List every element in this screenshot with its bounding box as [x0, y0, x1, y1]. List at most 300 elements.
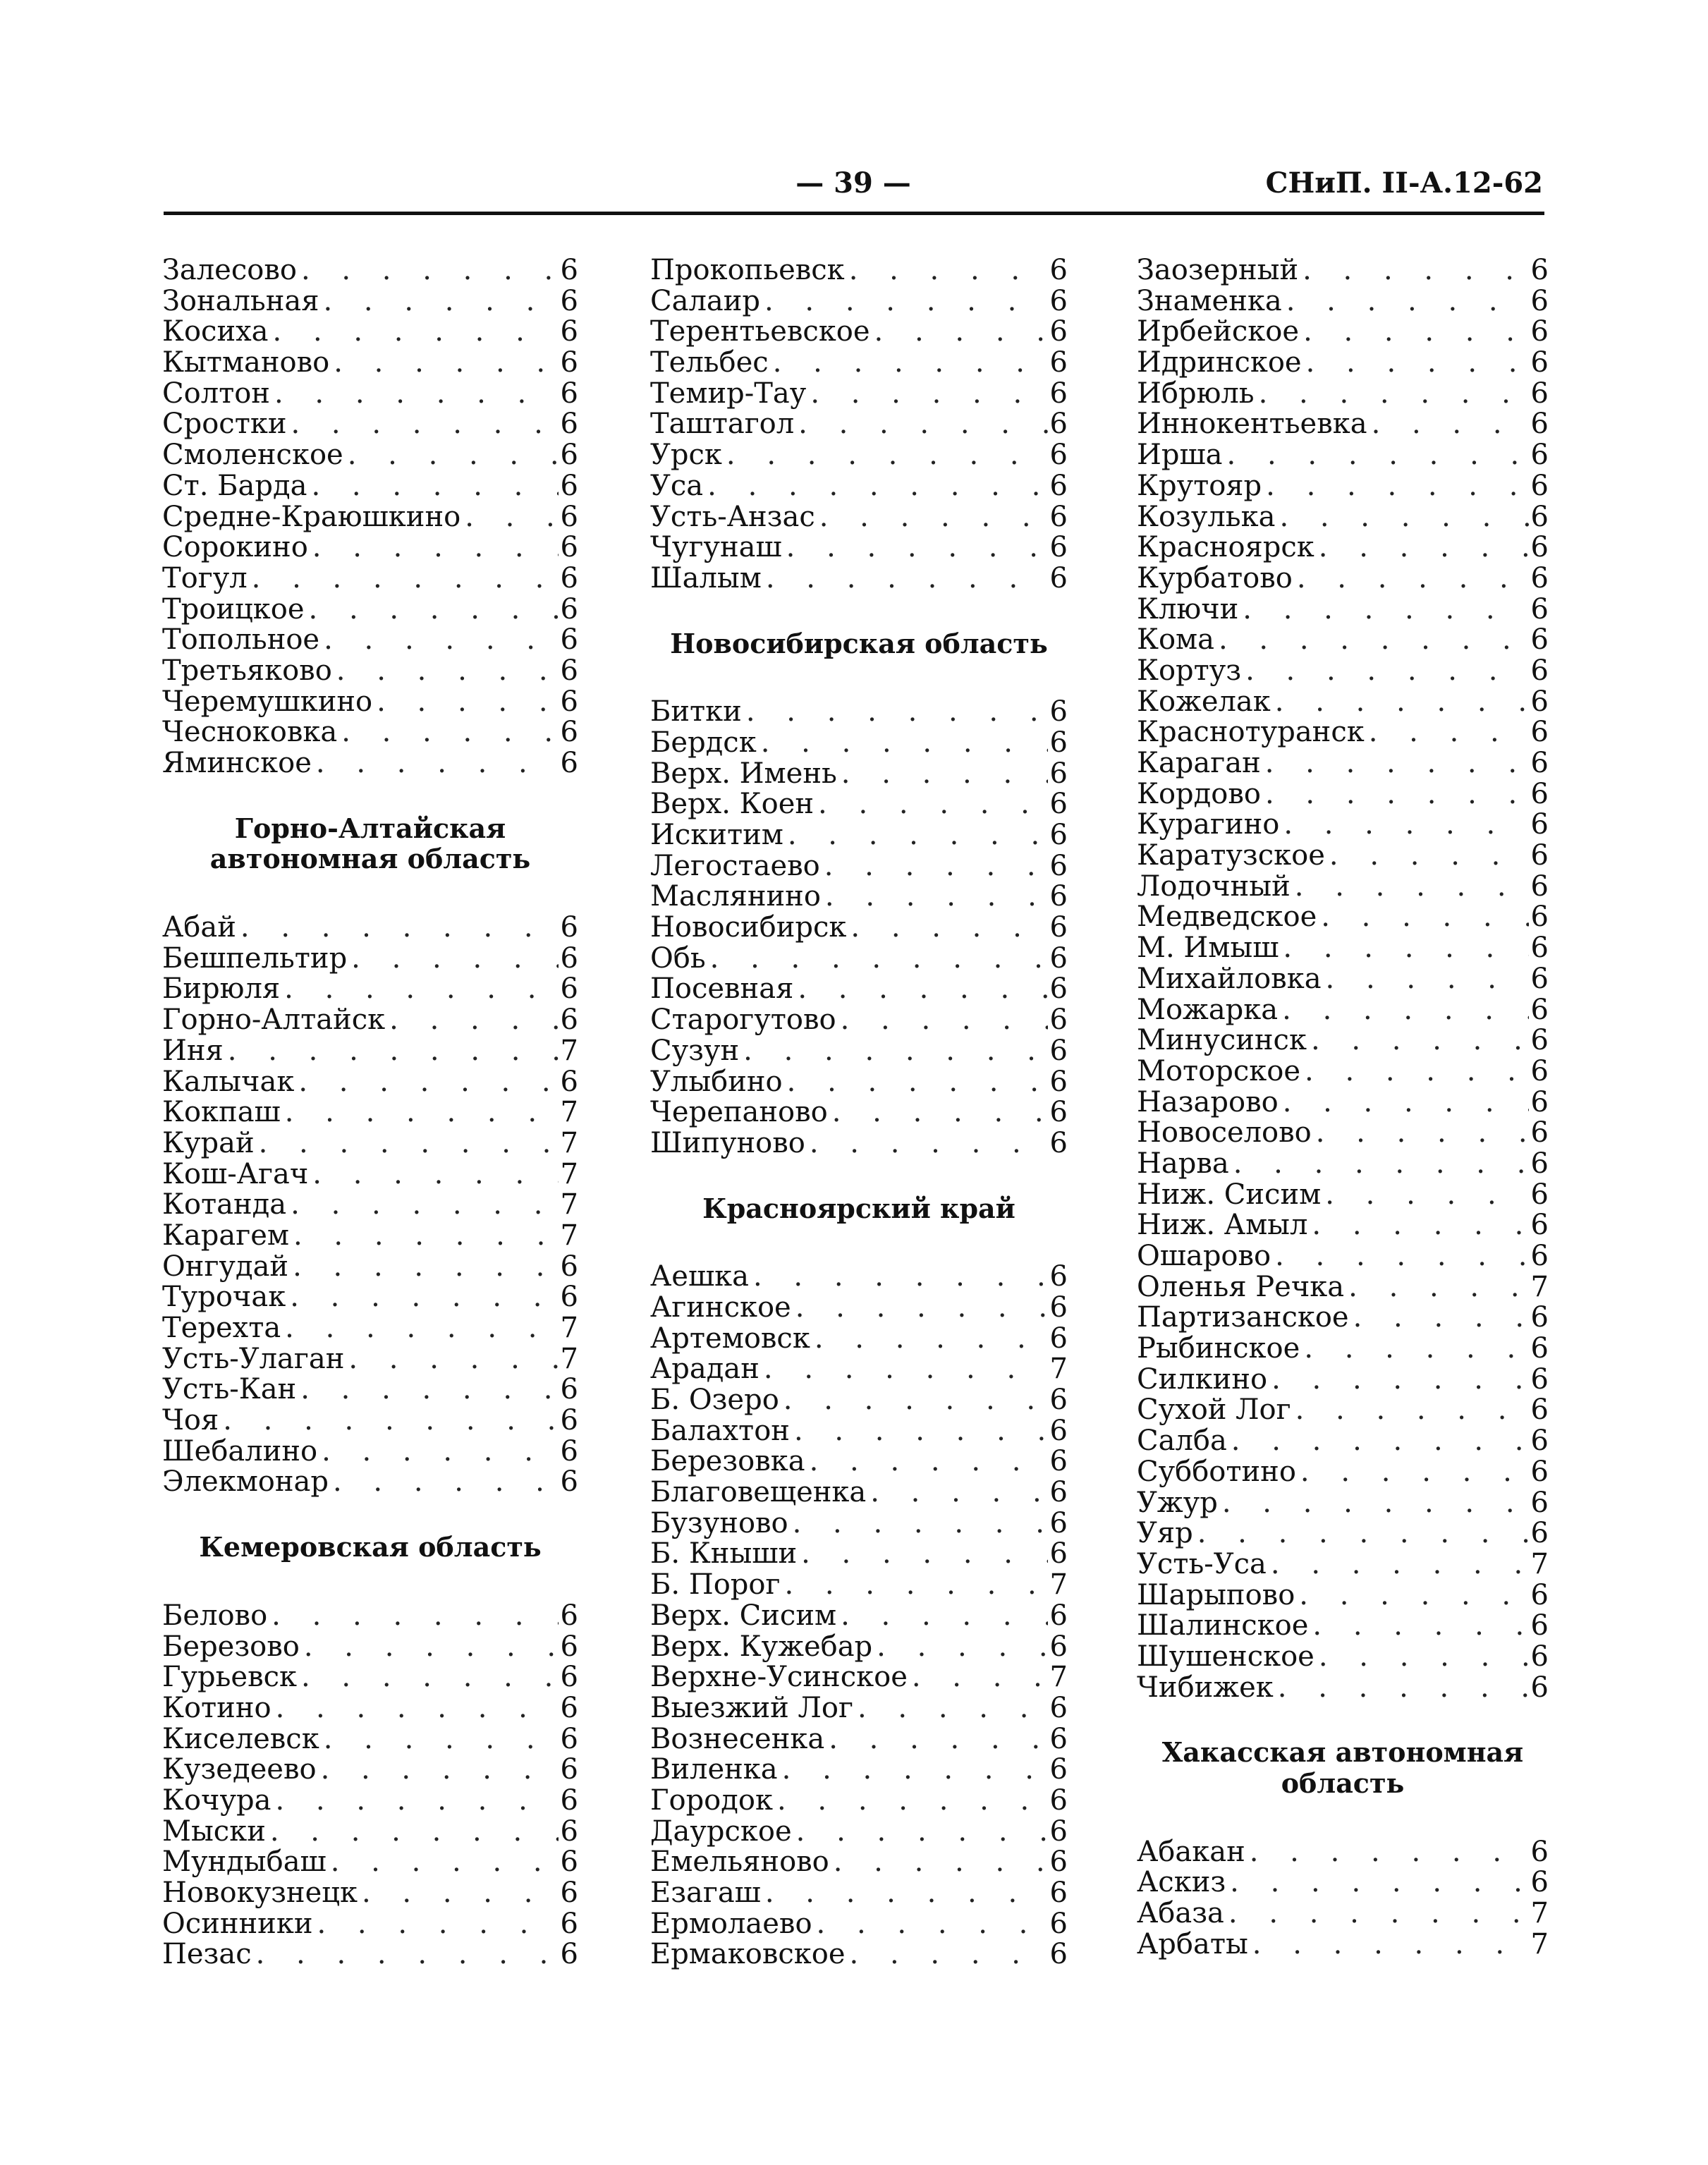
locality-name: Ужур: [1137, 1486, 1218, 1519]
section-heading-line: Кемеровская область: [199, 1531, 542, 1563]
list-item: [162, 941, 578, 975]
column-3: [1137, 255, 1549, 1960]
seismic-value: 6: [1049, 1630, 1068, 1663]
locality-name: Знаменка: [1137, 284, 1282, 317]
dot-leader: [1300, 1334, 1529, 1365]
locality-name: Новоселово: [1137, 1116, 1312, 1149]
locality-name: Обь: [650, 941, 706, 975]
seismic-value: 7: [560, 1126, 578, 1159]
locality-name: Урск: [650, 439, 722, 472]
seismic-value: 6: [1049, 1034, 1068, 1067]
dot-leader: [372, 687, 559, 718]
list-item: [650, 1128, 1068, 1159]
dot-leader: [1214, 625, 1529, 656]
list-item: [162, 255, 578, 286]
locality-name: Косиха: [162, 315, 269, 348]
page-number: — 39 —: [795, 166, 911, 200]
locality-name: Смоленское: [162, 439, 343, 472]
seismic-value: 6: [1049, 1938, 1068, 1971]
list-item: [1137, 717, 1549, 748]
dot-leader: [821, 882, 1048, 913]
dot-leader: [385, 1005, 559, 1036]
locality-name: Красноярск: [1137, 531, 1314, 564]
seismic-value: 6: [1049, 1753, 1068, 1786]
locality-name: Горно-Алтайск: [162, 1004, 386, 1037]
dot-leader: [319, 625, 559, 656]
dot-leader: [1226, 1867, 1529, 1898]
dot-leader: [845, 255, 1048, 286]
locality-name: Черепаново: [650, 1096, 828, 1129]
list-item: [1137, 872, 1549, 903]
dot-leader: [460, 502, 559, 533]
list-item: [1137, 748, 1549, 779]
locality-list: [650, 255, 1068, 594]
list-item: [1137, 1180, 1549, 1211]
list-item: [162, 1159, 578, 1190]
locality-name: Курбатово: [1137, 561, 1293, 594]
seismic-value: 6: [1530, 1178, 1549, 1211]
seismic-value: 6: [1530, 1301, 1549, 1334]
seismic-value: 6: [1530, 408, 1549, 441]
section-spacer: [162, 1498, 578, 1513]
locality-name: Березовка: [650, 1445, 805, 1478]
seismic-value: 6: [1049, 1537, 1068, 1571]
locality-name: Краснотуранск: [1137, 716, 1365, 749]
locality-name: Козулька: [1137, 500, 1276, 533]
seismic-value: 6: [1530, 716, 1549, 749]
locality-list: [162, 913, 578, 1498]
locality-name: М. Имыш: [1137, 932, 1279, 965]
dot-leader: [286, 1282, 559, 1313]
list-item: [162, 1005, 578, 1036]
dot-leader: [1262, 471, 1529, 502]
locality-name: Б. Озеро: [650, 1384, 779, 1417]
list-item: [162, 1662, 578, 1693]
seismic-value: 6: [1049, 408, 1068, 441]
list-item: [650, 1632, 1068, 1663]
dot-leader: [1282, 286, 1529, 317]
seismic-value: 6: [1049, 1065, 1068, 1098]
dot-leader: [317, 1437, 559, 1468]
dot-leader: [846, 913, 1048, 944]
seismic-value: 6: [1049, 1691, 1068, 1724]
seismic-value: 6: [1049, 561, 1068, 594]
list-item: [650, 317, 1068, 348]
locality-name: Троицкое: [162, 592, 305, 626]
seismic-value: 7: [560, 1034, 578, 1067]
seismic-value: 6: [560, 1630, 578, 1663]
list-item: [650, 471, 1068, 502]
seismic-value: 6: [1530, 1866, 1549, 1899]
list-item: [650, 348, 1068, 379]
list-item: [1137, 471, 1549, 502]
seismic-value: 6: [560, 254, 578, 286]
dot-leader: [280, 974, 559, 1005]
list-item: [162, 1313, 578, 1344]
dot-leader: [1238, 594, 1529, 626]
dot-leader: [703, 471, 1048, 502]
locality-name: Нарва: [1137, 1147, 1229, 1180]
section-heading-line: автономная область: [209, 843, 531, 875]
dot-leader: [790, 1416, 1048, 1447]
seismic-value: 6: [1530, 654, 1549, 687]
locality-name: Аскиз: [1137, 1866, 1226, 1899]
list-item: [1137, 656, 1549, 687]
dot-leader: [307, 471, 559, 502]
locality-name: Шалинское: [1137, 1609, 1309, 1642]
locality-name: Сузун: [650, 1034, 740, 1067]
list-item: [1137, 409, 1549, 440]
section-spacer: [650, 594, 1068, 610]
list-item: [650, 379, 1068, 410]
list-item: [162, 656, 578, 687]
dot-leader: [1349, 1303, 1529, 1334]
locality-name: Курай: [162, 1126, 255, 1159]
locality-name: Темир-Тау: [650, 377, 807, 410]
list-item: [162, 1282, 578, 1313]
list-item: [650, 1293, 1068, 1324]
dot-leader: [1223, 440, 1529, 471]
dot-leader: [294, 1067, 559, 1098]
dot-leader: [267, 1601, 559, 1632]
seismic-value: 6: [1049, 941, 1068, 975]
list-item: [162, 1036, 578, 1067]
dot-leader: [286, 1190, 559, 1221]
seismic-value: 6: [560, 1815, 578, 1848]
locality-name: Верх. Кужебар: [650, 1630, 873, 1663]
dot-leader: [749, 1262, 1048, 1293]
dot-leader: [1271, 687, 1529, 718]
list-item: [650, 440, 1068, 471]
seismic-value: 6: [1530, 1671, 1549, 1704]
list-item: [1137, 933, 1549, 964]
seismic-value: 6: [1530, 962, 1549, 995]
seismic-value: 6: [1530, 500, 1549, 533]
list-item: [1137, 1426, 1549, 1457]
locality-name: Лодочный: [1137, 870, 1291, 903]
seismic-value: 6: [1049, 254, 1068, 286]
seismic-value: 6: [560, 500, 578, 533]
dot-leader: [788, 1508, 1048, 1539]
dot-leader: [288, 1252, 559, 1283]
list-item: [162, 563, 578, 594]
dot-leader: [1312, 1118, 1529, 1149]
locality-name: Салаир: [650, 284, 760, 317]
dot-leader: [872, 1632, 1048, 1663]
seismic-value: 6: [1530, 1393, 1549, 1427]
list-item: [650, 1724, 1068, 1755]
seismic-value: 6: [1049, 1722, 1068, 1755]
list-item: [1137, 902, 1549, 933]
dot-leader: [1267, 1549, 1529, 1580]
locality-name: Черемушкино: [162, 685, 373, 718]
locality-name: Арадан: [650, 1353, 760, 1386]
list-item: [1137, 1549, 1549, 1580]
seismic-value: 6: [560, 747, 578, 779]
dot-leader: [1299, 317, 1529, 348]
locality-list: [162, 1601, 578, 1970]
dot-leader: [870, 317, 1048, 348]
list-item: [162, 1221, 578, 1252]
column-2: [650, 255, 1068, 1970]
seismic-value: 6: [560, 1404, 578, 1437]
seismic-value: 6: [1049, 377, 1068, 410]
locality-list: [1137, 255, 1549, 1703]
seismic-value: 6: [1049, 757, 1068, 790]
locality-name: Партизанское: [1137, 1301, 1349, 1334]
dot-leader: [1255, 379, 1529, 410]
list-item: [650, 1539, 1068, 1570]
locality-name: Ибрюль: [1137, 377, 1255, 410]
section-heading: [162, 813, 578, 874]
locality-name: Силкино: [1137, 1362, 1268, 1396]
list-item: [162, 1405, 578, 1437]
list-item: [1137, 1362, 1549, 1396]
list-item: [1137, 841, 1549, 872]
locality-name: Верх. Коен: [650, 788, 815, 821]
seismic-value: 6: [560, 439, 578, 472]
dot-leader: [1229, 1149, 1529, 1180]
dot-leader: [289, 1221, 559, 1252]
locality-name: Искитим: [650, 819, 783, 852]
list-item: [650, 502, 1068, 533]
seismic-value: 6: [1049, 1846, 1068, 1879]
dot-leader: [810, 1324, 1048, 1355]
seismic-value: 6: [560, 1281, 578, 1314]
section-spacer: [162, 779, 578, 795]
locality-name: Выезжий Лог: [650, 1691, 853, 1724]
locality-list: [650, 697, 1068, 1159]
dot-leader: [783, 820, 1048, 851]
dot-leader: [814, 789, 1048, 820]
list-item: [650, 759, 1068, 790]
column-1: [162, 255, 578, 1970]
locality-name: Благовещенка: [650, 1476, 867, 1509]
dot-leader: [343, 440, 559, 471]
dot-leader: [1279, 1087, 1529, 1118]
dot-leader: [347, 944, 559, 975]
list-item: [650, 1601, 1068, 1632]
dot-leader: [806, 379, 1048, 410]
locality-name: Виленка: [650, 1753, 778, 1786]
list-item: [650, 255, 1068, 286]
dot-leader: [300, 1632, 559, 1663]
seismic-value: 6: [1049, 1291, 1068, 1324]
list-item: [650, 1477, 1068, 1508]
locality-name: Кома: [1137, 623, 1214, 657]
dot-leader: [836, 1601, 1048, 1632]
locality-name: Салба: [1137, 1425, 1227, 1458]
seismic-value: 6: [560, 941, 578, 975]
list-item: [1137, 1210, 1549, 1241]
list-item: [1137, 1272, 1549, 1303]
dot-leader: [780, 1570, 1048, 1601]
dot-leader: [1291, 1395, 1529, 1426]
locality-name: Третьяково: [162, 654, 332, 687]
seismic-value: 6: [1049, 1126, 1068, 1159]
dot-leader: [269, 317, 559, 348]
locality-name: Минусинск: [1137, 1024, 1307, 1057]
locality-name: Шалым: [650, 561, 762, 594]
locality-name: Зональная: [162, 284, 319, 317]
locality-name: Ермолаево: [650, 1907, 812, 1940]
list-item: [650, 1005, 1068, 1036]
locality-name: Бешпельтир: [162, 941, 348, 975]
locality-name: Таштагол: [650, 408, 795, 441]
list-item: [162, 317, 578, 348]
seismic-value: 6: [1530, 439, 1549, 472]
dot-leader: [836, 1005, 1048, 1036]
locality-name: Идринское: [1137, 346, 1302, 379]
locality-name: Артемовск: [650, 1322, 810, 1355]
seismic-value: 6: [560, 654, 578, 687]
dot-leader: [286, 409, 559, 440]
locality-name: Усть-Улаган: [162, 1342, 345, 1375]
list-item: [650, 1878, 1068, 1909]
dot-leader: [739, 1036, 1048, 1067]
locality-name: Калычак: [162, 1065, 295, 1098]
locality-name: Терентьевское: [650, 315, 870, 348]
list-item: [650, 563, 1068, 594]
seismic-value: 6: [560, 1250, 578, 1283]
locality-name: Кокпаш: [162, 1096, 281, 1129]
list-item: [162, 1878, 578, 1909]
locality-name: Арбаты: [1137, 1927, 1248, 1960]
list-item: [650, 1755, 1068, 1786]
dot-leader: [1193, 1518, 1529, 1549]
seismic-value: 6: [560, 377, 578, 410]
list-item: [650, 1385, 1068, 1416]
dot-leader: [779, 1385, 1048, 1416]
dot-leader: [757, 728, 1048, 759]
dot-leader: [337, 717, 559, 748]
dot-leader: [236, 913, 559, 944]
list-item: [162, 1190, 578, 1221]
dot-leader: [722, 440, 1048, 471]
locality-name: Яминское: [162, 747, 312, 779]
seismic-value: 6: [1530, 747, 1549, 779]
locality-list: [650, 1262, 1068, 1970]
locality-name: Легостаево: [650, 849, 820, 882]
seismic-value: 6: [1049, 695, 1068, 728]
list-item: [1137, 1611, 1549, 1642]
list-item: [650, 1446, 1068, 1477]
locality-name: Даурское: [650, 1815, 792, 1848]
list-item: [650, 532, 1068, 563]
locality-name: Михайловка: [1137, 962, 1322, 995]
locality-name: Верх. Имень: [650, 757, 837, 790]
locality-name: Заозерный: [1137, 254, 1299, 286]
dot-leader: [762, 563, 1048, 594]
dot-leader: [829, 1847, 1048, 1878]
dot-leader: [224, 1036, 559, 1067]
seismic-value: 6: [560, 1691, 578, 1724]
locality-name: Каратузское: [1137, 839, 1325, 872]
seismic-value: 6: [1530, 1116, 1549, 1149]
locality-name: Сростки: [162, 408, 287, 441]
list-item: [1137, 1898, 1549, 1929]
locality-name: Ошарово: [1137, 1240, 1271, 1272]
seismic-value: 6: [560, 716, 578, 749]
list-item: [650, 1262, 1068, 1293]
seismic-value: 6: [1049, 726, 1068, 759]
list-item: [162, 502, 578, 533]
list-item: [162, 974, 578, 1005]
list-item: [650, 913, 1068, 944]
dot-leader: [761, 1878, 1048, 1909]
seismic-value: 6: [1049, 1260, 1068, 1293]
locality-name: Карагем: [162, 1219, 289, 1252]
list-item: [162, 1434, 578, 1468]
list-item: [650, 1662, 1068, 1693]
dot-leader: [329, 348, 559, 379]
list-item: [650, 820, 1068, 851]
seismic-value: 6: [1049, 880, 1068, 913]
dot-leader: [255, 1128, 559, 1159]
seismic-value: 6: [1530, 808, 1549, 841]
seismic-value: 6: [560, 531, 578, 564]
seismic-value: 6: [1049, 1004, 1068, 1037]
dot-leader: [1300, 1056, 1529, 1087]
seismic-value: 6: [1530, 993, 1549, 1026]
list-item: [1137, 1929, 1549, 1960]
dot-leader: [1241, 656, 1529, 687]
list-item: [1137, 317, 1549, 348]
list-item: [650, 974, 1068, 1005]
locality-name: Улыбино: [650, 1065, 783, 1098]
seismic-value: 6: [1049, 1322, 1068, 1355]
dot-leader: [824, 1724, 1048, 1755]
seismic-value: 6: [560, 1004, 578, 1037]
locality-name: Езагаш: [650, 1877, 761, 1910]
locality-name: Кытманово: [162, 346, 330, 379]
locality-name: Чесноковка: [162, 716, 338, 749]
seismic-value: 6: [560, 1753, 578, 1786]
list-item: [1137, 1395, 1549, 1426]
section-spacer: [1137, 1703, 1549, 1719]
list-item: [1137, 1334, 1549, 1365]
locality-name: Кош-Агач: [162, 1157, 309, 1190]
locality-name: Тогул: [162, 561, 248, 594]
dot-leader: [1261, 748, 1529, 779]
list-item: [650, 1693, 1068, 1724]
seismic-value: 6: [1049, 1783, 1068, 1817]
locality-name: Кордово: [1137, 777, 1261, 810]
dot-leader: [266, 1817, 559, 1848]
dot-leader: [358, 1878, 559, 1909]
section-heading-line: Красноярский край: [702, 1192, 1015, 1224]
list-item: [1137, 1241, 1549, 1272]
dot-leader: [252, 1939, 559, 1970]
dot-leader: [706, 944, 1048, 975]
locality-name: Караган: [1137, 747, 1261, 779]
header-rule: [164, 212, 1544, 215]
seismic-value: 6: [1530, 1054, 1549, 1087]
list-item: [650, 941, 1068, 975]
list-item: [162, 409, 578, 440]
locality-name: Чугунаш: [650, 531, 782, 564]
dot-leader: [853, 1693, 1048, 1724]
list-item: [1137, 687, 1549, 718]
seismic-value: 6: [1049, 819, 1068, 852]
locality-name: Старогутово: [650, 1004, 836, 1037]
seismic-value: 6: [1530, 1609, 1549, 1642]
list-item: [162, 286, 578, 317]
seismic-value: 6: [1049, 1815, 1068, 1848]
seismic-value: 6: [1530, 1578, 1549, 1611]
seismic-value: 7: [1049, 1353, 1068, 1386]
dot-leader: [791, 1293, 1048, 1324]
